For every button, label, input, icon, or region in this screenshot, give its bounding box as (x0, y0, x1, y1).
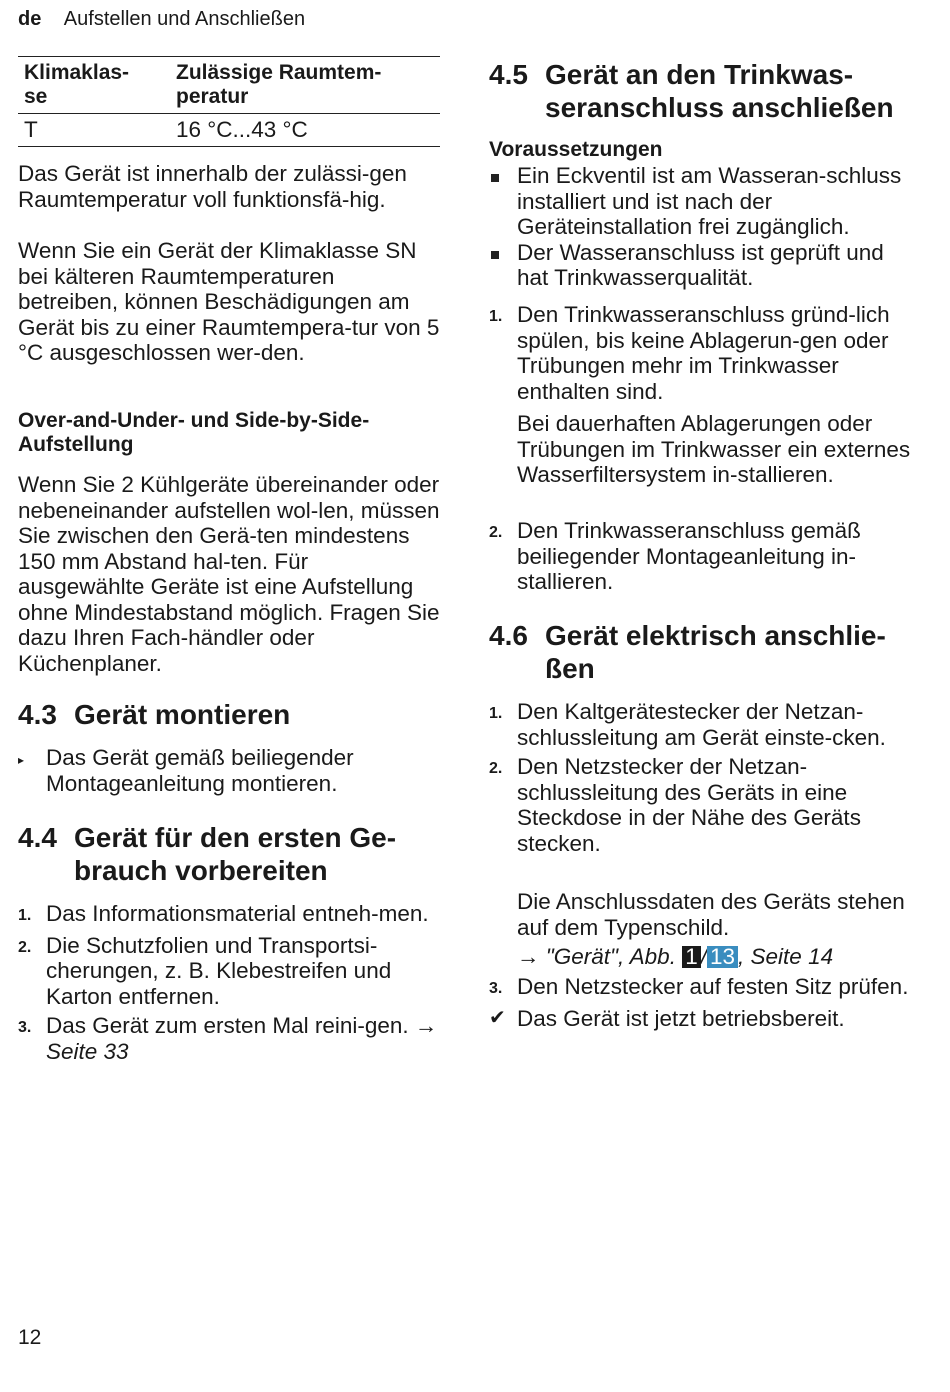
list-item (18, 1013, 440, 1064)
list-item (489, 302, 919, 404)
table-header-cell: Klimaklas- se (24, 61, 130, 108)
section-number: 4.3 (18, 699, 57, 730)
section-number: 4.5 (489, 59, 528, 90)
list-item (489, 518, 919, 595)
paragraph: Wenn Sie 2 Kühlgeräte übereinander oder nebeneinander aufstellen wol-len, müssen Sie zwischen den Gerä-ten mindestens 150 mm Abstand hal-ten. Für ausgewählte Geräte ist eine Aufstellung ohne Mindestabstand möglich. Fragen Sie dazu Ihren Fach-händler oder Küchenplaner. (18, 472, 440, 676)
language-code: de (18, 8, 42, 30)
section-number: 4.4 (18, 822, 57, 853)
list-item-text: Die Schutzfolien und Transportsi-cherungen, z. B. Klebestreifen und Karton entfernen. (46, 932, 392, 1009)
list-item (489, 1006, 919, 1032)
section-title: Gerät für den ersten Ge-brauch vorbereiten (74, 822, 397, 886)
page-number: 12 (18, 1326, 42, 1349)
instruction-list (18, 745, 440, 796)
section-heading-4-5 (489, 58, 919, 124)
section-heading-4-3 (18, 698, 440, 731)
step-list (18, 901, 440, 1064)
step-list (489, 699, 919, 856)
list-item-text: Den Netzstecker der Netzan-schlussleitung des Geräts in eine Steckdose in der Nähe des Geräts stecken. (517, 754, 861, 856)
section-title: Gerät elektrisch anschlie-ßen (545, 620, 886, 684)
list-item (489, 754, 919, 856)
triangle-bullet-icon: ▸ (18, 753, 25, 767)
list-item-text: Den Netzstecker auf festen Sitz prüfen. (517, 974, 909, 999)
reference-text: → "Gerät", Abb. (517, 944, 676, 969)
list-item (489, 240, 919, 291)
list-item (489, 699, 919, 750)
step-number: 1. (18, 907, 32, 924)
climate-class-table (18, 56, 440, 147)
section-title: Gerät an den Trinkwas-seranschluss anschließen (545, 59, 894, 123)
list-item-text: Das Gerät ist jetzt betriebsbereit. (517, 1005, 845, 1031)
step-number: 1. (489, 705, 503, 722)
square-bullet-icon (489, 240, 517, 291)
list-item-text: Ein Eckventil ist am Wasseran-schluss installiert und ist nach der Geräteinstallation frei zugänglich. (517, 163, 902, 239)
table-cell: T (24, 117, 38, 142)
list-item-text: Das Informationsmaterial entneh-men. (46, 901, 429, 926)
table-header-cell: Zulässige Raumtem- peratur (176, 61, 382, 108)
table-row (18, 114, 440, 147)
step-number: 2. (18, 938, 32, 956)
figure-item-badge: 13 (707, 946, 738, 968)
list-item-text: Das Gerät zum ersten Mal reini-gen. → Seite 33 (46, 1013, 438, 1064)
step-note: Die Anschlussdaten des Geräts stehen auf dem Typenschild. (517, 889, 905, 940)
list-item (18, 745, 440, 796)
step-number: 3. (489, 980, 503, 997)
page-reference-link[interactable]: , Seite 14 (738, 944, 834, 969)
requirements-list (489, 163, 919, 291)
list-item-text: Das Gerät gemäß beiliegender Montageanleitung montieren. (46, 745, 354, 796)
page-reference-link[interactable]: → Seite 33 (46, 1013, 438, 1064)
list-item (489, 974, 919, 1002)
header-title: Aufstellen und Anschließen (63, 8, 306, 30)
list-item (18, 933, 440, 1010)
step-list (489, 974, 919, 1031)
sub-heading: Voraussetzungen (489, 138, 663, 161)
sub-heading: Over-and-Under- und Side-by-Side-Aufstellung (18, 409, 370, 456)
step-note: Bei dauerhaften Ablagerungen oder Trübungen im Trinkwasser ein externes Wasserfiltersystem in-stallieren. (517, 411, 911, 487)
list-item (489, 163, 919, 240)
section-heading-4-6 (489, 619, 919, 685)
step-list (489, 518, 919, 595)
step-number: 3. (18, 1019, 32, 1036)
paragraph: Das Gerät ist innerhalb der zulässi-gen Raumtemperatur voll funktionsfä-hig. (18, 161, 407, 212)
table-cell: 16 °C...43 °C (176, 117, 308, 142)
square-bullet-icon (489, 163, 517, 240)
page-header (18, 8, 305, 31)
list-item-text: Den Kaltgerätestecker der Netzan-schlussleitung am Gerät einste-cken. (517, 699, 886, 750)
list-item-text: Den Trinkwasseranschluss gründ-lich spülen, bis keine Ablagerun-gen oder Trübungen mehr im Trinkwasser enthalten sind. (517, 302, 890, 404)
figure-reference: → "Gerät", Abb. 1 / 13 , Seite 14 (517, 944, 834, 969)
step-number: 2. (489, 524, 503, 541)
section-heading-4-4 (18, 821, 440, 887)
step-list (489, 302, 919, 404)
paragraph: Wenn Sie ein Gerät der Klimaklasse SN bei kälteren Raumtemperaturen betreiben, können Beschädigungen am Gerät bis zu einer Raumtempera-tur von 5 °C ausgeschlossen wer-den. (18, 238, 440, 365)
figure-number-badge: 1 (682, 946, 701, 968)
section-number: 4.6 (489, 620, 528, 651)
checkmark-icon: ✔ (489, 1006, 506, 1029)
list-item-text: Der Wasseranschluss ist geprüft und hat Trinkwasserqualität. (517, 239, 884, 290)
step-number: 2. (489, 760, 503, 777)
step-number: 1. (489, 308, 503, 325)
list-item (18, 901, 440, 929)
section-title: Gerät montieren (74, 699, 291, 730)
table-header-row (18, 57, 440, 114)
list-item-text: Den Trinkwasseranschluss gemäß beiliegender Montageanleitung in-stallieren. (517, 518, 861, 594)
